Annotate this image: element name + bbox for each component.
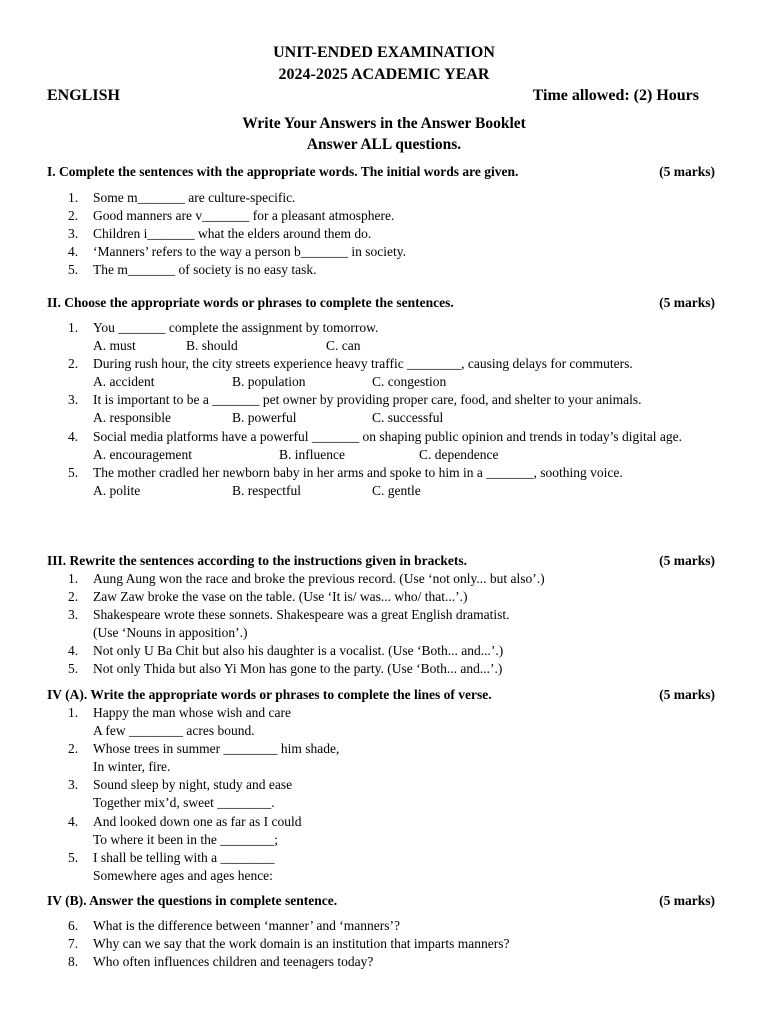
option-b: B. influence xyxy=(279,446,345,462)
question-item xyxy=(68,464,718,500)
question-number: 3. xyxy=(68,607,79,623)
question-item xyxy=(68,660,718,678)
question-item xyxy=(68,319,718,355)
verse-line: Sound sleep by night, study and ease xyxy=(93,777,293,793)
verse-line: To where it been in the ________; xyxy=(93,831,279,847)
academic-year: 2024-2025 ACADEMIC YEAR xyxy=(278,66,490,83)
option-b: B. population xyxy=(232,374,306,390)
question-item xyxy=(68,704,718,740)
answer-options xyxy=(93,337,718,355)
question-number: 2. xyxy=(68,356,79,372)
question-text: Not only Thida but also Yi Mon has gone to the party. (Use ‘Both... and...’.) xyxy=(93,661,503,677)
question-item xyxy=(68,935,718,953)
question-number: 1. xyxy=(68,190,79,205)
section-marks: (5 marks) xyxy=(659,164,715,179)
question-text: It is important to be a _______ pet owner by providing proper care, food, and shelter to your animals. xyxy=(93,392,642,408)
option-c: C. can xyxy=(326,338,361,354)
question-text: Social media platforms have a powerful _______ on shaping public opinion and trends in today’s digital age. xyxy=(93,428,683,444)
question-item xyxy=(68,953,718,971)
question-number: 5. xyxy=(68,849,79,865)
section-marks: (5 marks) xyxy=(659,893,715,908)
question-text: Good manners are v_______ for a pleasant atmosphere. xyxy=(93,208,395,224)
answer-options xyxy=(93,482,718,500)
option-b: B. powerful xyxy=(232,410,297,426)
question-number: 3. xyxy=(68,392,79,408)
section-4a-list xyxy=(68,704,718,885)
section-2-heading xyxy=(47,295,715,311)
question-item xyxy=(68,189,718,207)
question-text: You _______ complete the assignment by tomorrow. xyxy=(93,320,379,335)
instruction-answer-all: Answer ALL questions. xyxy=(306,136,462,153)
question-number: 3. xyxy=(68,777,79,793)
verse-line: A few ________ acres bound. xyxy=(93,723,255,739)
question-text: Not only U Ba Chit but also his daughter is a vocalist. (Use ‘Both... and...’.) xyxy=(93,643,504,659)
option-b: B. respectful xyxy=(232,482,301,498)
verse-line: And looked down one as far as I could xyxy=(93,813,302,829)
question-number: 1. xyxy=(68,705,79,720)
question-item xyxy=(68,849,718,885)
question-number: 2. xyxy=(68,208,79,224)
verse-line: In winter, fire. xyxy=(93,759,171,775)
section-3-heading xyxy=(47,553,715,569)
question-text: The mother cradled her newborn baby in her arms and spoke to him in a _______, soothing voice. xyxy=(93,464,623,480)
section-4b-list xyxy=(68,917,718,971)
question-number: 8. xyxy=(68,954,79,970)
question-item xyxy=(68,813,718,849)
option-a: A. polite xyxy=(93,482,141,498)
section-heading-text: IV (A). Write the appropriate words or phrases to complete the lines of verse. xyxy=(47,687,492,702)
question-item xyxy=(68,207,718,225)
verse-line: I shall be telling with a ________ xyxy=(93,849,275,865)
option-a: A. encouragement xyxy=(93,446,192,462)
option-c: C. dependence xyxy=(419,446,499,462)
question-item xyxy=(68,355,718,391)
verse-line: Together mix’d, sweet ________. xyxy=(93,795,275,811)
question-item xyxy=(68,776,718,812)
option-b: B. should xyxy=(186,338,238,354)
answer-options xyxy=(93,409,718,427)
question-number: 1. xyxy=(68,320,79,335)
question-text: The m_______ of society is no easy task. xyxy=(93,262,317,278)
question-item xyxy=(68,917,718,935)
question-number: 2. xyxy=(68,589,79,605)
question-item xyxy=(68,428,718,464)
question-text: During rush hour, the city streets experience heavy traffic ________, causing delays for commuters. xyxy=(93,356,633,372)
section-heading-text: I. Complete the sentences with the appropriate words. The initial words are given. xyxy=(47,164,519,179)
question-number: 5. xyxy=(68,464,79,480)
option-a: A. must xyxy=(93,338,136,354)
question-number: 4. xyxy=(68,244,79,260)
question-text: Why can we say that the work domain is an institution that imparts manners? xyxy=(93,936,510,952)
option-c: C. gentle xyxy=(372,482,421,498)
option-a: A. accident xyxy=(93,374,155,390)
section-heading-text: III. Rewrite the sentences according to the instructions given in brackets. xyxy=(47,553,467,568)
question-item xyxy=(68,570,718,588)
question-item xyxy=(68,588,718,606)
section-2-list xyxy=(68,319,718,500)
question-number: 1. xyxy=(68,571,79,586)
question-number: 5. xyxy=(68,661,79,677)
verse-line: Whose trees in summer ________ him shade, xyxy=(93,741,340,757)
exam-title: UNIT-ENDED EXAMINATION xyxy=(273,44,495,61)
option-a: A. responsible xyxy=(93,410,171,426)
question-number: 4. xyxy=(68,428,79,444)
question-item xyxy=(68,642,718,660)
instruction-booklet: Write Your Answers in the Answer Booklet xyxy=(242,115,526,132)
time-allowed: Time allowed: (2) Hours xyxy=(532,87,699,104)
question-item xyxy=(68,261,718,279)
question-number: 5. xyxy=(68,262,79,278)
question-number: 6. xyxy=(68,918,79,933)
question-number: 4. xyxy=(68,643,79,659)
question-item xyxy=(68,606,718,642)
question-number: 4. xyxy=(68,813,79,829)
verse-line: Happy the man whose wish and care xyxy=(93,705,291,720)
question-text: Children i_______ what the elders around them do. xyxy=(93,226,372,242)
question-number: 7. xyxy=(68,936,79,952)
section-4b-heading xyxy=(47,893,715,909)
section-marks: (5 marks) xyxy=(659,553,715,568)
question-text: Who often influences children and teenagers today? xyxy=(93,954,374,970)
section-1-list xyxy=(68,189,718,279)
question-text: ‘Manners’ refers to the way a person b_______ in society. xyxy=(93,244,407,260)
verse-line: Somewhere ages and ages hence: xyxy=(93,867,273,883)
question-number: 2. xyxy=(68,741,79,757)
section-marks: (5 marks) xyxy=(659,687,715,702)
question-text: Shakespeare wrote these sonnets. Shakespeare was a great English dramatist. xyxy=(93,607,510,623)
section-3-list xyxy=(68,570,718,679)
question-item xyxy=(68,243,718,261)
question-text: What is the difference between ‘manner’ and ‘manners’? xyxy=(93,918,400,933)
subject: ENGLISH xyxy=(47,87,120,104)
question-item xyxy=(68,740,718,776)
section-heading-text: II. Choose the appropriate words or phrases to complete the sentences. xyxy=(47,295,454,310)
section-heading-text: IV (B). Answer the questions in complete sentence. xyxy=(47,893,338,908)
question-item xyxy=(68,391,718,427)
answer-options xyxy=(93,373,718,391)
question-item xyxy=(68,225,718,243)
section-4a-heading xyxy=(47,687,715,703)
question-number: 3. xyxy=(68,226,79,242)
answer-options xyxy=(93,446,718,464)
question-instruction: (Use ‘Nouns in apposition’.) xyxy=(93,625,248,641)
question-text: Zaw Zaw broke the vase on the table. (Use ‘It is/ was... who/ that...’.) xyxy=(93,589,468,605)
option-c: C. congestion xyxy=(372,374,447,390)
section-marks: (5 marks) xyxy=(659,295,715,310)
option-c: C. successful xyxy=(372,410,444,426)
question-text: Some m_______ are culture-specific. xyxy=(93,190,296,205)
question-text: Aung Aung won the race and broke the previous record. (Use ‘not only... but also’.) xyxy=(93,571,545,586)
section-1-heading xyxy=(47,164,715,180)
